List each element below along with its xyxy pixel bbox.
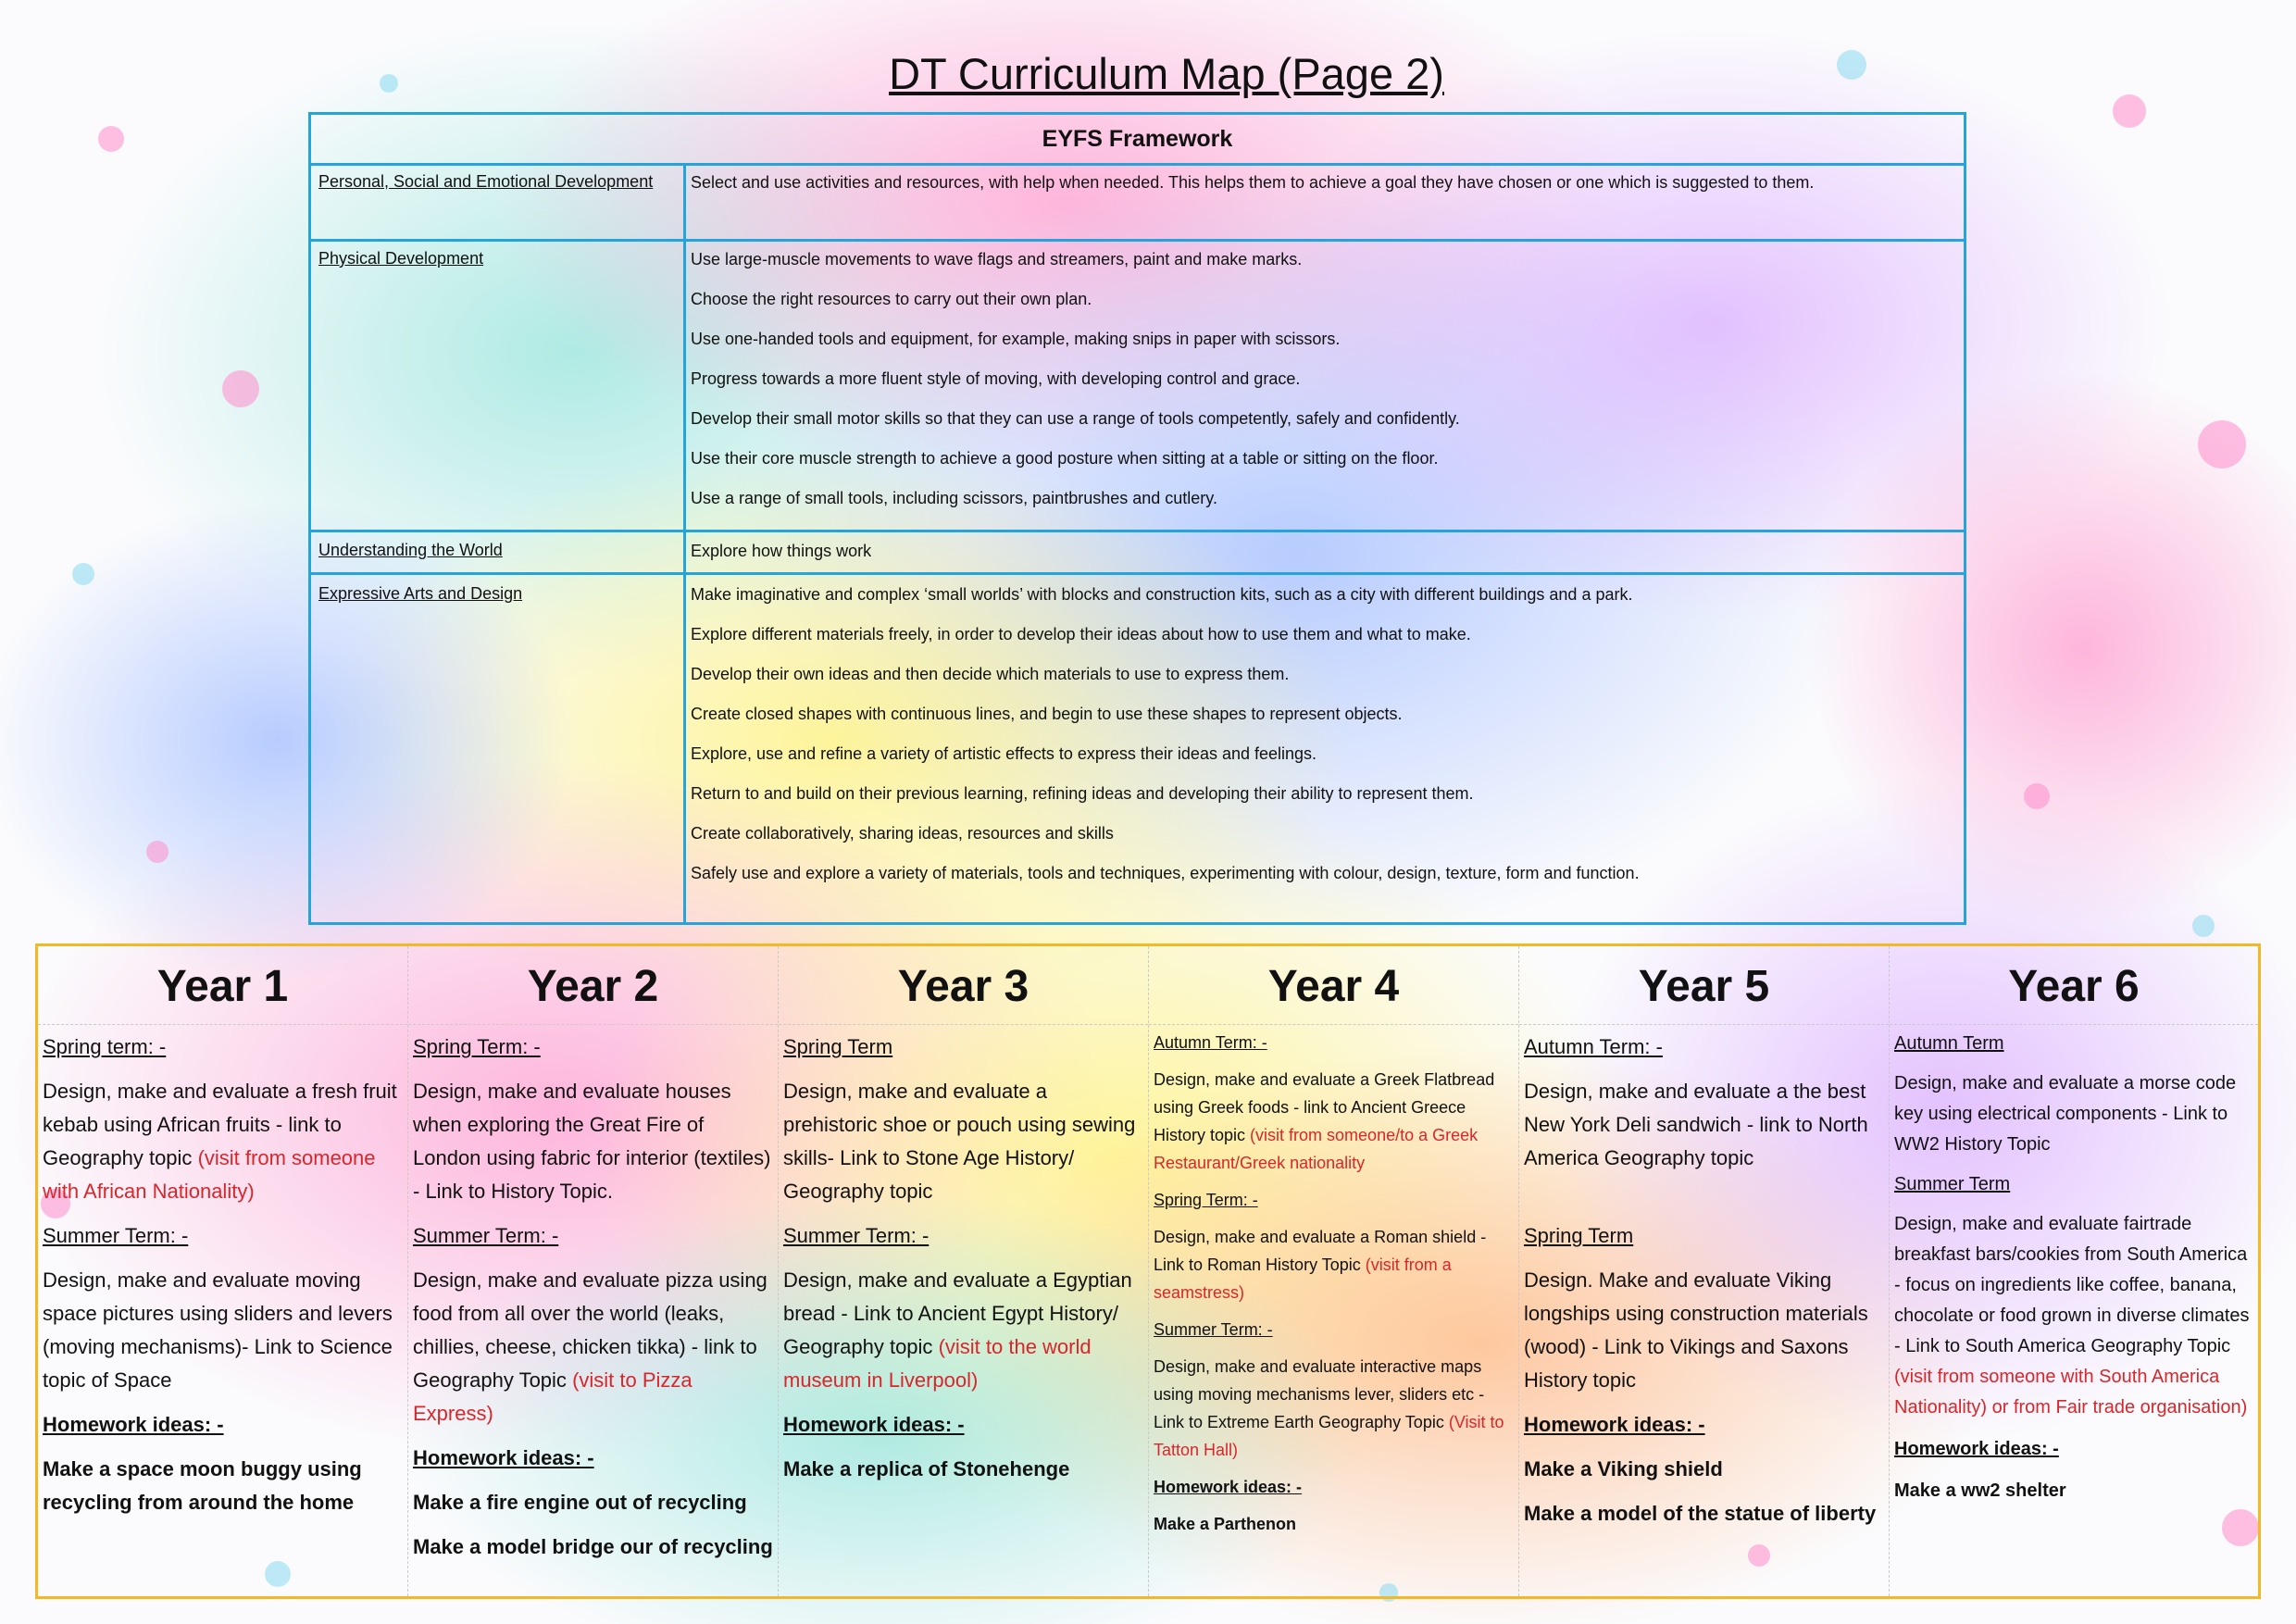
eyfs-statements <box>691 584 1956 903</box>
term-heading: Autumn Term: - <box>1154 1033 1267 1052</box>
term-heading: Spring Term: - <box>413 1035 541 1058</box>
eyfs-statements <box>691 172 1956 212</box>
visit-note: (visit to the world museum in Liverpool) <box>783 1335 1092 1392</box>
homework-idea: Make a fire engine out of recycling <box>413 1491 747 1514</box>
eyfs-statement: Develop their small motor skills so that they can use a range of tools competently, safely and confidently. <box>691 409 1460 428</box>
year-content <box>1149 1025 1518 1538</box>
visit-note: (visit from someone/to a Greek Restaurant/Greek nationality <box>1154 1126 1479 1172</box>
activity-text <box>1154 1223 1514 1306</box>
homework-heading: Homework ideas: - <box>1894 1439 2059 1459</box>
eyfs-statement: Return to and build on their previous learning, refining ideas and developing their ability to represent them. <box>691 784 1474 803</box>
eyfs-statement: Select and use activities and resources, with help when needed. This helps them to achieve a goal they have chosen or one which is suggested to them. <box>691 173 1815 192</box>
eyfs-statement: Make imaginative and complex ‘small worlds’ with blocks and construction kits, such as a city with different buildings and a park. <box>691 585 1633 604</box>
activity-description: Design, make and evaluate pizza using food from all over the world (leaks, chillies, cheese, chicken tikka) - link to Geography Topic <box>413 1268 767 1392</box>
activity-description: Design, make and evaluate houses when exploring the Great Fire of London using fabric for interior (textiles) - Link to History Topic. <box>413 1080 771 1203</box>
term-heading: Summer Term <box>1894 1174 2011 1194</box>
eyfs-statement: Create collaboratively, sharing ideas, resources and skills <box>691 824 1114 843</box>
activity-description: Design, make and evaluate a fresh fruit kebab using African fruits - link to Geography topic <box>43 1080 397 1169</box>
year-column <box>779 946 1149 1596</box>
term-heading: Autumn Term <box>1894 1033 2004 1054</box>
year-heading: Year 3 <box>779 946 1148 1025</box>
activity-description: Design, make and evaluate interactive maps using moving mechanisms lever, sliders etc - Link to Extreme Earth Geography Topic <box>1154 1357 1485 1431</box>
term-heading: Spring term: - <box>43 1035 167 1058</box>
visit-note: (visit to Pizza Express) <box>413 1368 693 1425</box>
homework-heading: Homework ideas: - <box>1524 1413 1705 1436</box>
activity-description: Design, make and evaluate a morse code key using electrical components - Link to WW2 History Topic <box>1894 1073 2237 1155</box>
homework-idea: Make a Viking shield <box>1524 1457 1723 1480</box>
term-heading: Spring Term <box>783 1035 893 1058</box>
activity-description: Design, make and evaluate a Greek Flatbread using Greek foods - link to Ancient Greece History topic <box>1154 1070 1495 1144</box>
year-column <box>1519 946 1890 1596</box>
year-column <box>1149 946 1519 1596</box>
homework-heading: Homework ideas: - <box>413 1446 594 1469</box>
eyfs-heading: EYFS Framework <box>311 115 1964 166</box>
eyfs-statements <box>691 249 1956 528</box>
eyfs-statement: Use large-muscle movements to wave flags and streamers, paint and make marks. <box>691 250 1303 269</box>
eyfs-row-divider <box>311 239 1964 242</box>
eyfs-row-divider <box>311 530 1964 532</box>
year-content <box>1890 1025 2258 1506</box>
year-column <box>408 946 779 1596</box>
homework-heading: Homework ideas: - <box>43 1413 224 1436</box>
activity-description: Design, make and evaluate a Roman shield - Link to Roman History Topic <box>1154 1228 1487 1274</box>
eyfs-statement: Explore, use and refine a variety of artistic effects to express their ideas and feelings. <box>691 744 1317 763</box>
visit-note: (visit from a seamstress) <box>1154 1255 1452 1302</box>
homework-idea: Make a model of the statue of liberty <box>1524 1502 1877 1525</box>
eyfs-statement: Use their core muscle strength to achieve a good posture when sitting at a table or sitting on the floor. <box>691 449 1439 468</box>
year-heading: Year 6 <box>1890 946 2258 1025</box>
page-title: DT Curriculum Map (Page 2) <box>889 49 1444 98</box>
year-groups-grid <box>35 943 2261 1599</box>
homework-idea: Make a ww2 shelter <box>1894 1480 2066 1501</box>
eyfs-statement: Use one-handed tools and equipment, for example, making snips in paper with scissors. <box>691 330 1341 348</box>
homework-idea: Make a replica of Stonehenge <box>783 1457 1070 1480</box>
eyfs-statement: Choose the right resources to carry out their own plan. <box>691 290 1092 308</box>
activity-description: Design, make and evaluate fairtrade breakfast bars/cookies from South America - focus on ingredients like coffee, banana, chocolate or food grown in diverse climates - Link to South America Geography Topic <box>1894 1214 2250 1356</box>
year-content <box>408 1025 778 1564</box>
homework-heading: Homework ideas: - <box>783 1413 965 1436</box>
eyfs-area-label: Expressive Arts and Design <box>318 584 523 603</box>
term-heading: Summer Term: - <box>783 1224 930 1247</box>
activity-description: Design, make and evaluate a the best New York Deli sandwich - link to North America Geography topic <box>1524 1080 1868 1169</box>
year-content <box>779 1025 1148 1486</box>
activity-description: Design, make and evaluate a prehistoric shoe or pouch using sewing skills- Link to Stone Age History/ Geography topic <box>783 1080 1136 1203</box>
term-heading: Summer Term: - <box>1154 1320 1273 1339</box>
year-column <box>1890 946 2258 1596</box>
term-heading: Autumn Term: - <box>1524 1035 1663 1058</box>
eyfs-statement: Use a range of small tools, including scissors, paintbrushes and cutlery. <box>691 489 1217 507</box>
eyfs-statement: Progress towards a more fluent style of moving, with developing control and grace. <box>691 369 1301 388</box>
homework-idea: Make a Parthenon <box>1154 1515 1297 1533</box>
activity-text <box>413 1264 773 1430</box>
eyfs-statement: Create closed shapes with continuous lines, and begin to use these shapes to represent objects. <box>691 705 1403 723</box>
activity-text <box>1894 1209 2253 1423</box>
activity-text <box>1154 1066 1514 1177</box>
eyfs-row-divider <box>311 572 1964 575</box>
eyfs-statement: Explore different materials freely, in order to develop their ideas about how to use them and what to make. <box>691 625 1471 643</box>
homework-heading: Homework ideas: - <box>1154 1478 1303 1496</box>
year-heading: Year 5 <box>1519 946 1889 1025</box>
eyfs-statement: Develop their own ideas and then decide which materials to use to express them. <box>691 665 1290 683</box>
activity-text <box>783 1264 1143 1397</box>
eyfs-area-label: Personal, Social and Emotional Development <box>318 172 654 191</box>
activity-description: Design, make and evaluate moving space pictures using sliders and levers (moving mechanisms)- Link to Science topic of Space <box>43 1268 393 1392</box>
term-heading: Summer Term: - <box>413 1224 559 1247</box>
activity-description: Design. Make and evaluate Viking longships using construction materials (wood) - Link to Vikings and Saxons History topic <box>1524 1268 1868 1392</box>
year-heading: Year 2 <box>408 946 778 1025</box>
visit-note: (Visit to Tatton Hall) <box>1154 1413 1504 1459</box>
year-heading: Year 1 <box>38 946 407 1025</box>
year-column <box>38 946 408 1596</box>
year-heading: Year 4 <box>1149 946 1518 1025</box>
eyfs-framework-table <box>308 112 1966 925</box>
term-heading: Spring Term: - <box>1154 1191 1258 1209</box>
eyfs-statement: Safely use and explore a variety of materials, tools and techniques, experimenting with colour, design, texture, form and function. <box>691 864 1640 882</box>
homework-idea: Make a space moon buggy using recycling from around the home <box>43 1457 362 1514</box>
eyfs-area-label: Understanding the World <box>318 541 503 559</box>
activity-description: Design, make and evaluate a Egyptian bread - Link to Ancient Egypt History/ Geography topic <box>783 1268 1132 1358</box>
term-heading: Spring Term <box>1524 1224 1634 1247</box>
year-content <box>1519 1025 1889 1530</box>
eyfs-column-divider <box>683 163 686 922</box>
visit-note: (visit from someone with African Nationality) <box>43 1146 376 1203</box>
eyfs-statement: Explore how things work <box>691 542 872 560</box>
homework-idea: Make a model bridge our of recycling <box>413 1535 773 1558</box>
visit-note: (visit from someone with South America Nationality) or from Fair trade organisation) <box>1894 1367 2248 1418</box>
activity-text <box>43 1075 403 1208</box>
year-content <box>38 1025 407 1519</box>
term-heading: Summer Term: - <box>43 1224 189 1247</box>
activity-text <box>1154 1353 1514 1464</box>
eyfs-area-label: Physical Development <box>318 249 484 268</box>
